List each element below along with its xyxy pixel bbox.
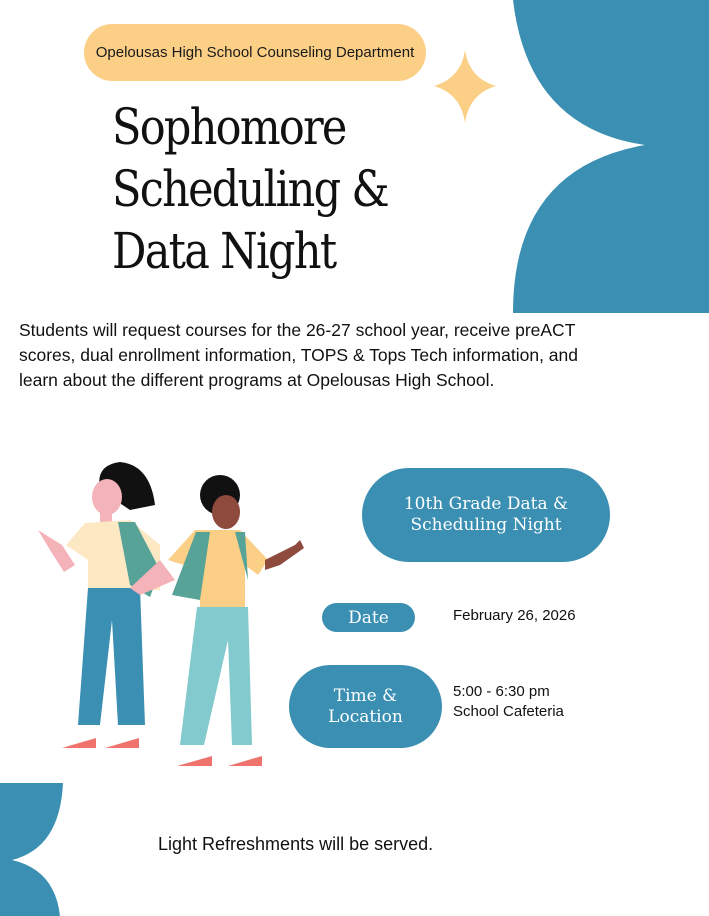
time-location-pill <box>289 665 442 748</box>
time-location-value <box>453 682 564 722</box>
time-location-label-line: Location <box>328 706 403 727</box>
event-name-line: Scheduling Night <box>410 515 562 535</box>
title-line: Scheduling & <box>112 160 388 218</box>
title-line: Data Night <box>112 222 336 280</box>
time-location-label-line: Time & <box>333 685 398 706</box>
event-name-pill <box>362 468 610 562</box>
students-illustration <box>38 462 304 766</box>
date-label-pill: Date <box>322 603 415 632</box>
refreshments-note: Light Refreshments will be served. <box>158 834 434 854</box>
location-value: School Cafeteria <box>453 703 564 720</box>
sparkle-icon <box>434 50 496 123</box>
time-value: 5:00 - 6:30 pm <box>453 683 550 700</box>
department-badge: Opelousas High School Counseling Department <box>84 24 426 81</box>
page-title <box>112 96 388 282</box>
blue-arch-bottom-left <box>0 783 63 916</box>
title-line: Sophomore <box>112 98 346 156</box>
date-value: February 26, 2026 <box>453 607 576 624</box>
event-name-line: 10th Grade Data & <box>403 494 569 514</box>
blue-arch-top-right <box>513 0 709 313</box>
event-description: Students will request courses for the 26-27 school year, receive preACT scores, dual enrollment information, TOPS & Tops Tech information, and learn about the different programs at Opelousas High School. <box>19 320 579 390</box>
